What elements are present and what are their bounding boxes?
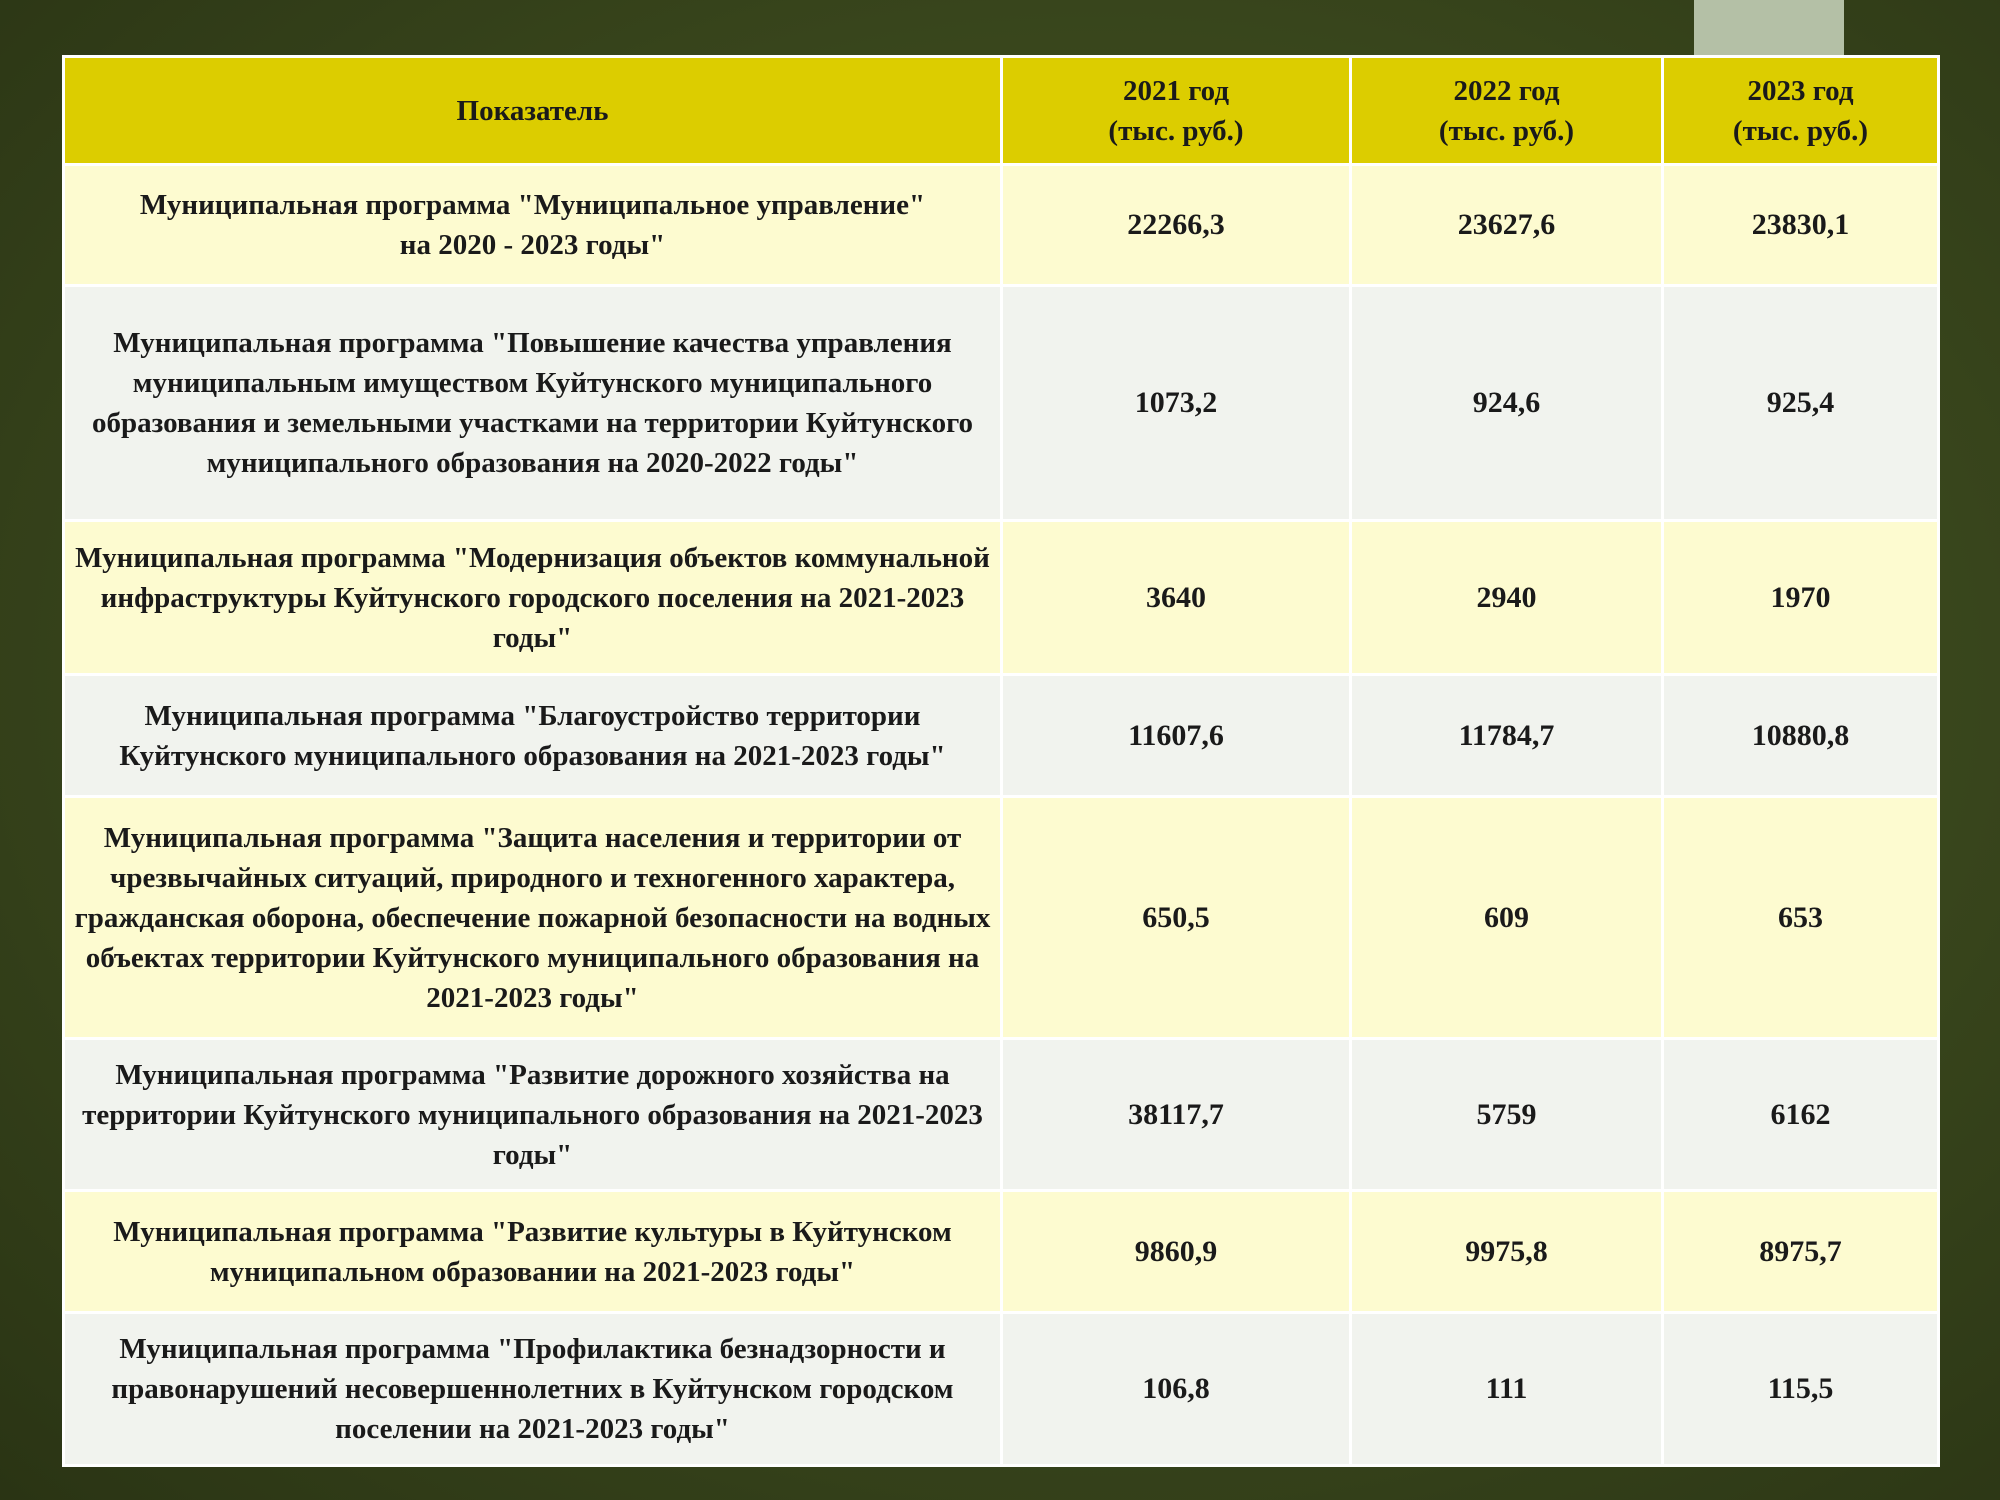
value-2021: 1073,2 [1002,286,1351,521]
table-row [64,675,1939,797]
value-2023: 653 [1663,797,1939,1039]
municipal-programs-table [62,55,1940,1467]
value-2022: 2940 [1351,521,1663,675]
table-row [64,1039,1939,1191]
value-2023: 6162 [1663,1039,1939,1191]
table-row [64,165,1939,286]
value-2023: 1970 [1663,521,1939,675]
value-2022: 111 [1351,1313,1663,1466]
program-name: Муниципальная программа "Развитие дорожного хозяйства на территории Куйтунского муниципального образования на 2021-2023 годы" [64,1039,1002,1191]
value-2022: 924,6 [1351,286,1663,521]
value-2021: 106,8 [1002,1313,1351,1466]
header-2021: 2021 год (тыс. руб.) [1002,57,1351,165]
value-2021: 9860,9 [1002,1191,1351,1313]
value-2023: 23830,1 [1663,165,1939,286]
program-name: Муниципальная программа "Благоустройство территории Куйтунского муниципального образования на 2021-2023 годы" [64,675,1002,797]
table-row [64,1313,1939,1466]
table-row [64,521,1939,675]
header-indicator: Показатель [64,57,1002,165]
value-2022: 5759 [1351,1039,1663,1191]
value-2021: 38117,7 [1002,1039,1351,1191]
program-name: Муниципальная программа "Профилактика безнадзорности и правонарушений несовершеннолетних в Куйтунском городском поселении на 2021-2023 годы" [64,1313,1002,1466]
header-2022: 2022 год (тыс. руб.) [1351,57,1663,165]
program-name: Муниципальная программа "Защита населения и территории от чрезвычайных ситуаций, природного и техногенного характера, гражданская оборона, обеспечение пожарной безопасности на водных объектах территории Куйтунского муниципального образования на 2021-2023 годы" [64,797,1002,1039]
value-2023: 10880,8 [1663,675,1939,797]
value-2021: 650,5 [1002,797,1351,1039]
program-name: Муниципальная программа "Развитие культуры в Куйтунском муниципальном образовании на 2021-2023 годы" [64,1191,1002,1313]
table-row [64,797,1939,1039]
value-2021: 3640 [1002,521,1351,675]
table-row [64,1191,1939,1313]
value-2021: 22266,3 [1002,165,1351,286]
value-2023: 8975,7 [1663,1191,1939,1313]
value-2021: 11607,6 [1002,675,1351,797]
value-2022: 9975,8 [1351,1191,1663,1313]
value-2022: 23627,6 [1351,165,1663,286]
program-name: Муниципальная программа "Повышение качества управления муниципальным имуществом Куйтунского муниципального образования и земельными участками на территории Куйтунского муниципального образования на 2020-2022 годы" [64,286,1002,521]
program-name: Муниципальная программа "Муниципальное управление" на 2020 - 2023 годы" [64,165,1002,286]
header-2023: 2023 год (тыс. руб.) [1663,57,1939,165]
corner-tab-decoration [1694,0,1844,56]
header-row [64,57,1939,165]
program-name: Муниципальная программа "Модернизация объектов коммунальной инфраструктуры Куйтунского городского поселения на 2021-2023 годы" [64,521,1002,675]
table-row [64,286,1939,521]
value-2023: 115,5 [1663,1313,1939,1466]
value-2022: 11784,7 [1351,675,1663,797]
value-2023: 925,4 [1663,286,1939,521]
value-2022: 609 [1351,797,1663,1039]
